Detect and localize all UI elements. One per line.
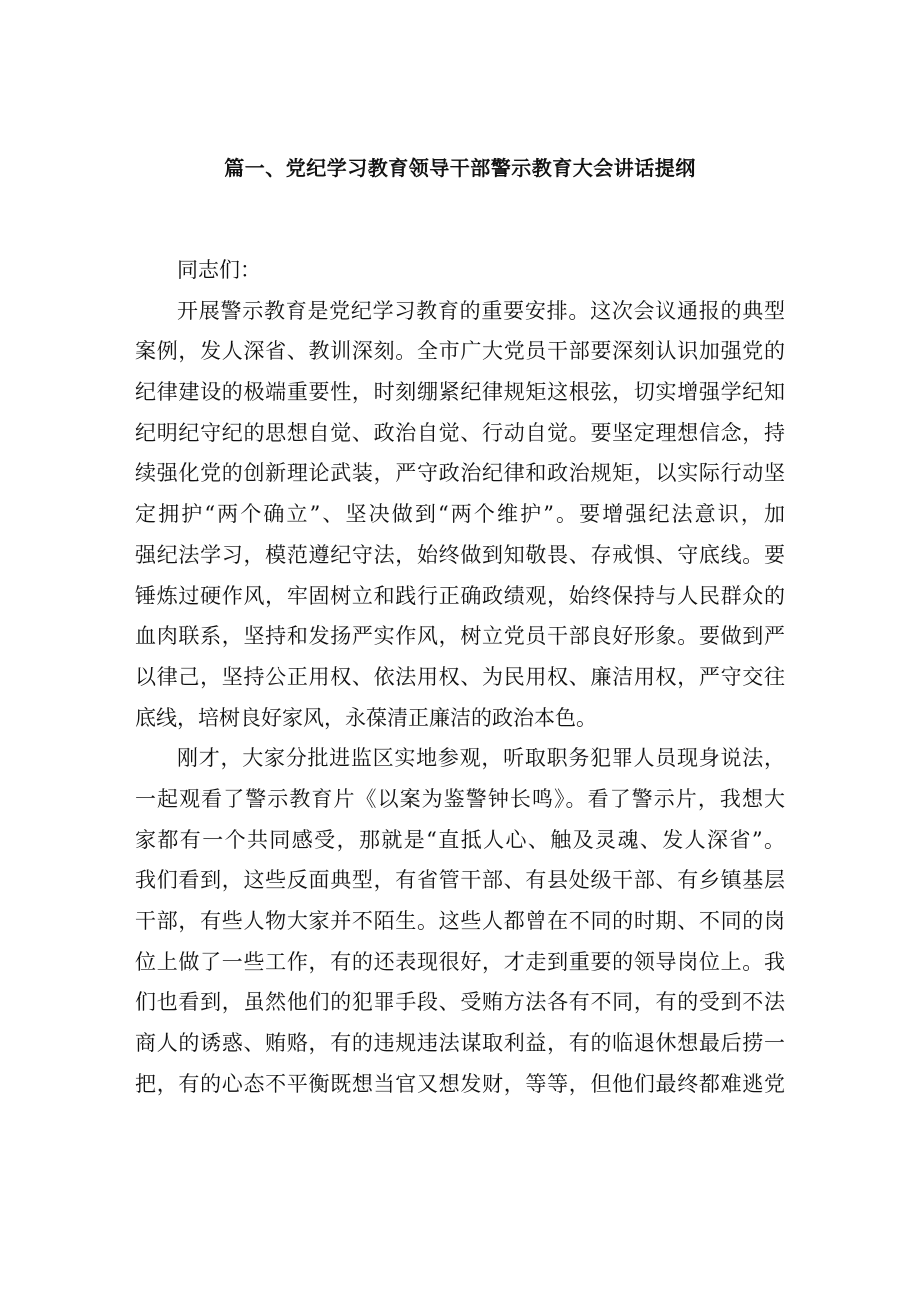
paragraph-line: 纪律建设的极端重要性，时刻绷紧纪律规矩这根弦，切实增强学纪知: [135, 380, 785, 405]
document-body: [135, 250, 785, 1104]
paragraph-line: 案例，发人深省、教训深刻。全市广大党员干部要深刻认识加强党的: [135, 339, 785, 364]
paragraph-line: 开展警示教育是党纪学习教育的重要安排。这次会议通报的典型: [177, 298, 785, 323]
paragraph-line: 我们看到，这些反面典型，有省管干部、有县处级干部、有乡镇基层: [135, 868, 785, 893]
paragraph-line: 一起观看了警示教育片《以案为鉴警钟长鸣》。看了警示片，我想大: [135, 786, 785, 811]
paragraph-line: 底线，培树良好家风，永葆清正廉洁的政治本色。: [135, 705, 597, 730]
paragraph-line: 把，有的心态不平衡既想当官又想发财，等等，但他们最终都难逃党: [135, 1071, 785, 1096]
paragraph-line: 纪明纪守纪的思想自觉、政治自觉、行动自觉。要坚定理想信念，持: [135, 420, 785, 445]
paragraph-line: 定拥护“两个确立”、坚决做到“两个维护”。要增强纪法意识，加: [135, 502, 785, 527]
paragraph-1: [135, 291, 785, 739]
paragraph-line: 强纪法学习，模范遵纪守法，始终做到知敬畏、存戒惧、守底线。要: [135, 542, 785, 567]
document-title: 篇一、党纪学习教育领导干部警示教育大会讲话提纲: [224, 156, 696, 180]
paragraph-line: 商人的诱惑、贿赂，有的违规违法谋取利益，有的临退休想最后捞一: [135, 1031, 785, 1056]
paragraph-line: 位上做了一些工作，有的还表现很好，才走到重要的领导岗位上。我: [135, 949, 785, 974]
paragraph-2: [135, 738, 785, 1104]
paragraph-line: 血肉联系，坚持和发扬严实作风，树立党员干部良好形象。要做到严: [135, 624, 785, 649]
paragraph-line: 刚才，大家分批进监区实地参观，听取职务犯罪人员现身说法，: [177, 746, 785, 771]
paragraph-line: 干部，有些人物大家并不陌生。这些人都曾在不同的时期、不同的岗: [135, 909, 785, 933]
paragraph-line: 以律己，坚持公正用权、依法用权、为民用权、廉洁用权，严守交往: [135, 664, 785, 689]
paragraph-line: 锤炼过硬作风，牢固树立和践行正确政绩观，始终保持与人民群众的: [135, 583, 785, 608]
salutation: 同志们：: [177, 258, 261, 282]
paragraph-line: 家都有一个共同感受，那就是“直抵人心、触及灵魂、发人深省”。: [135, 827, 785, 852]
paragraph-line: 续强化党的创新理论武装，严守政治纪律和政治规矩，以实际行动坚: [135, 461, 785, 486]
paragraph-line: 们也看到，虽然他们的犯罪手段、受贿方法各有不同，有的受到不法: [135, 990, 785, 1015]
